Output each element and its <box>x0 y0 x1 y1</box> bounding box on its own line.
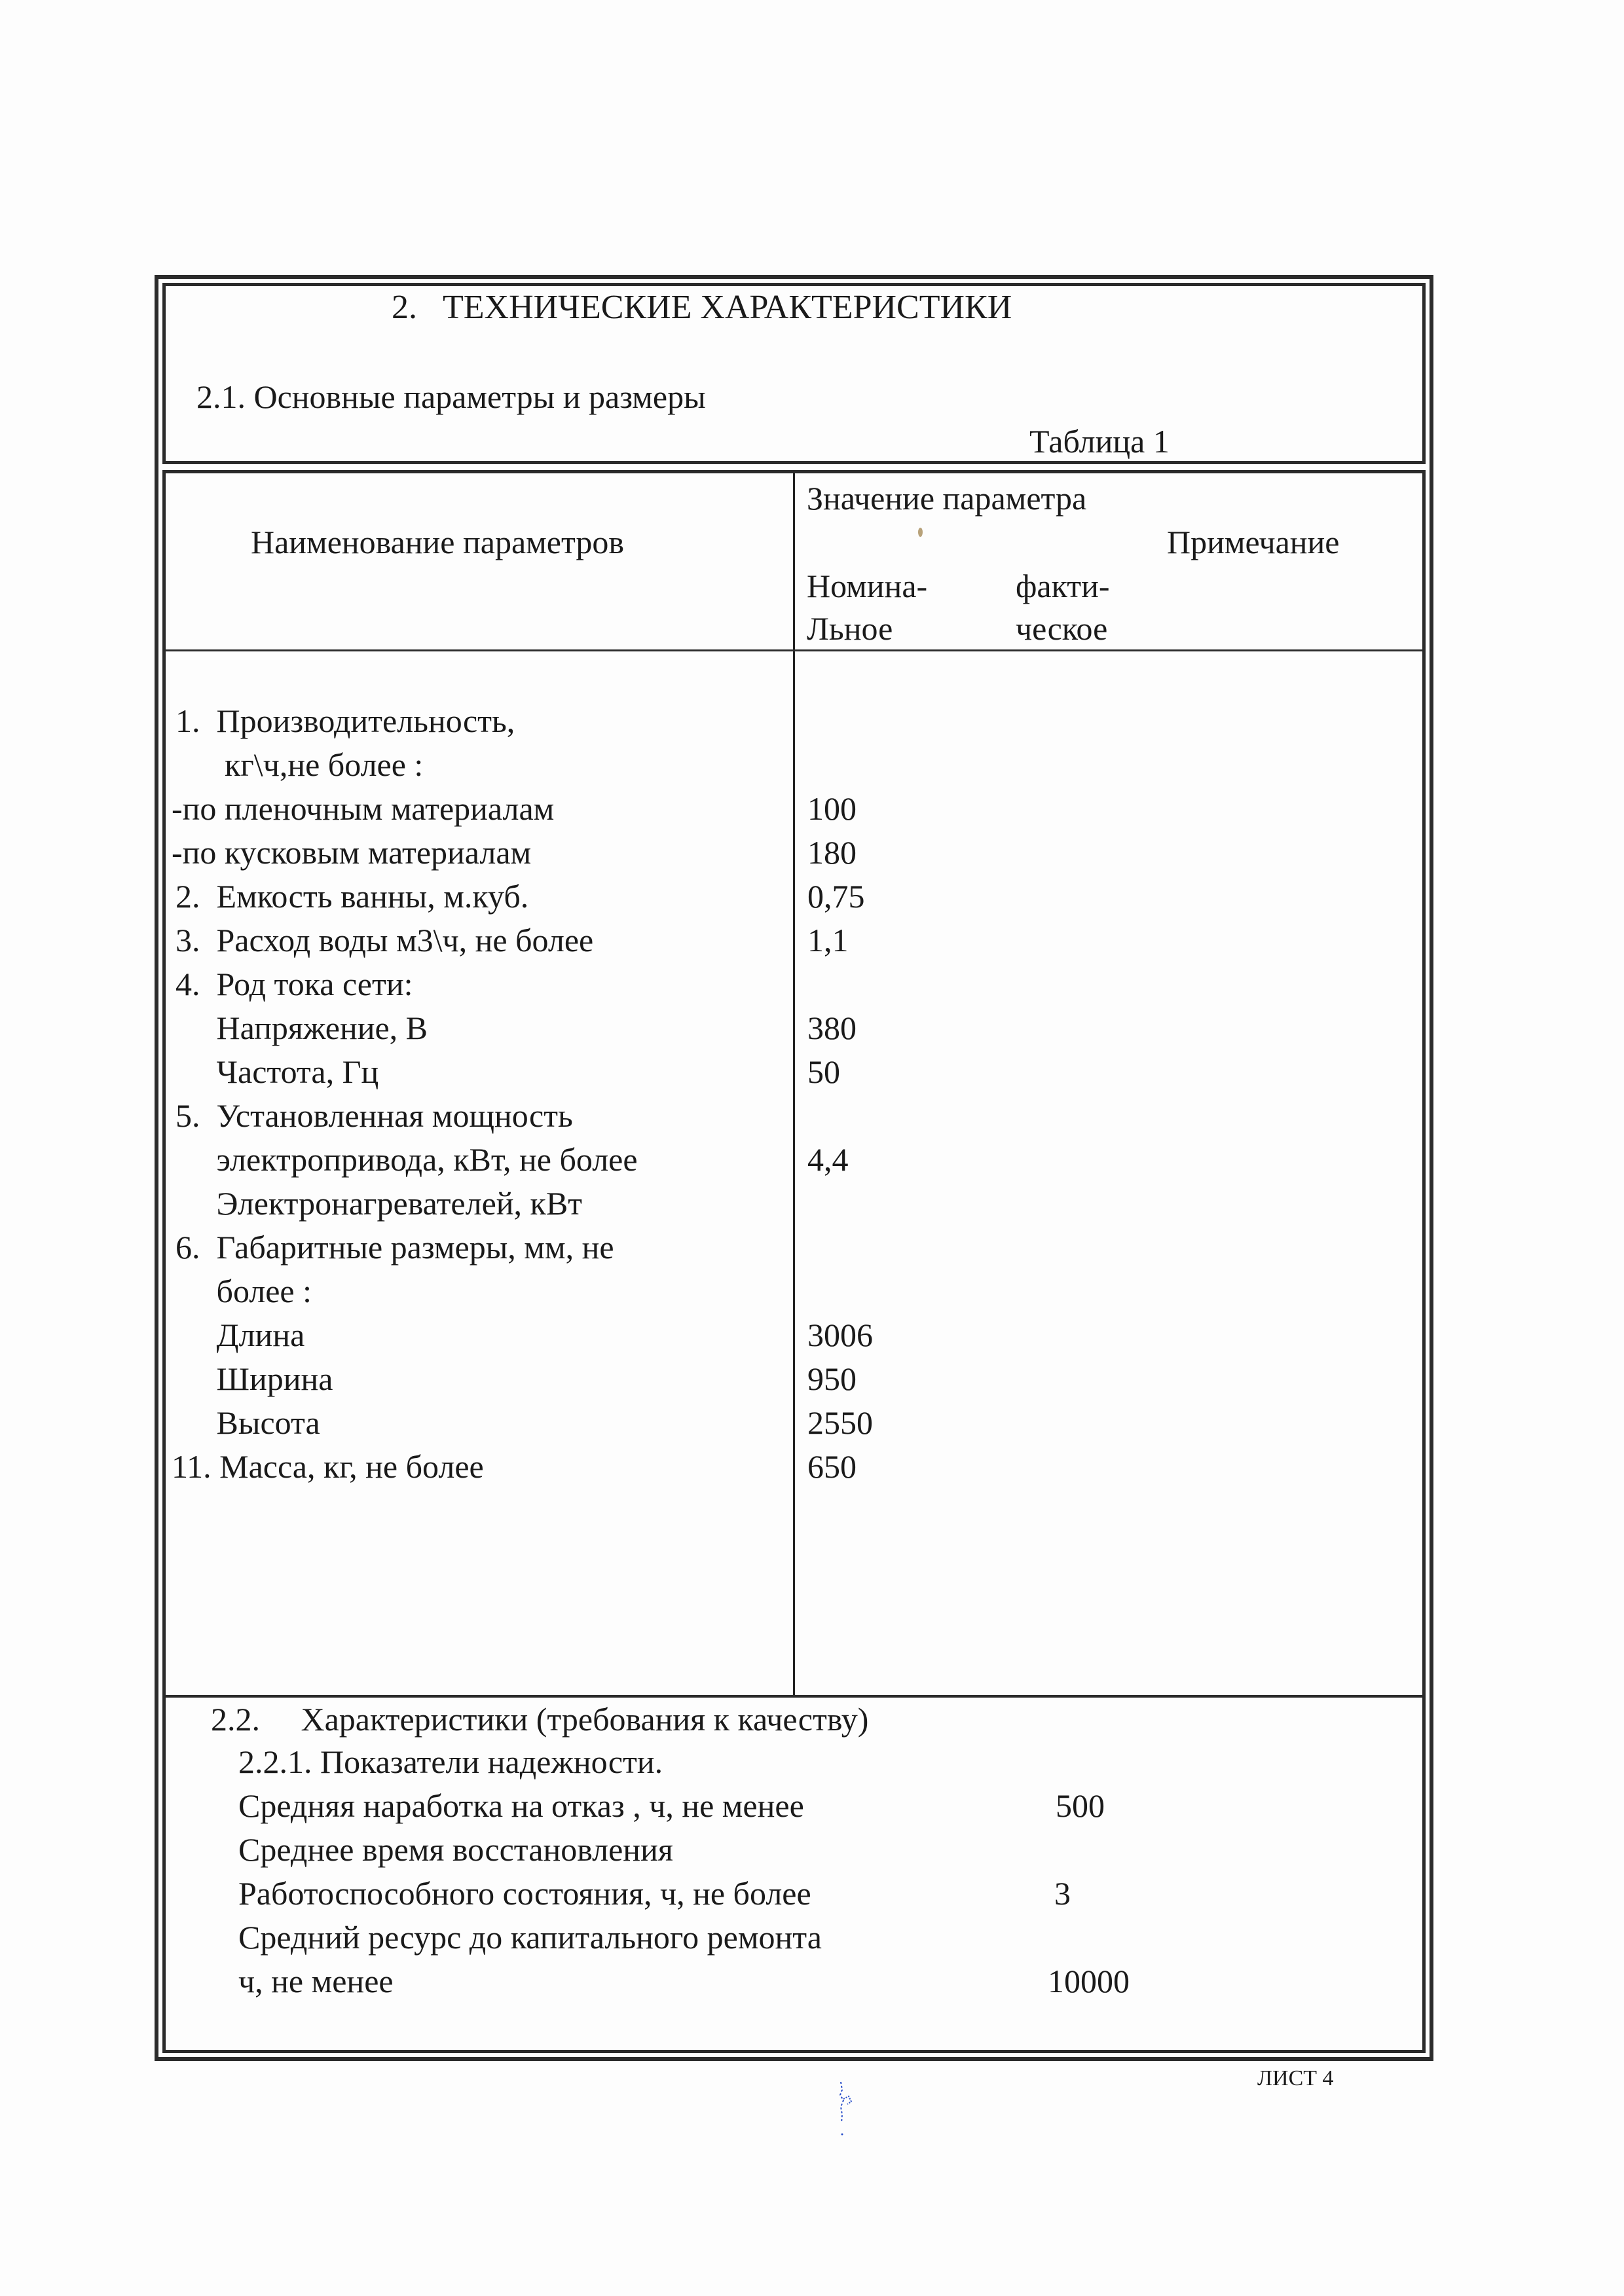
paper-speck <box>918 528 923 537</box>
header-note: Примечание <box>1167 524 1340 560</box>
row-name: Длина <box>175 1317 305 1353</box>
pen-mark-icon <box>837 2081 863 2140</box>
quality-heading: 2.2. Характеристики (требования к качеству) <box>211 1701 869 1738</box>
row-name: -по кусковым материалам <box>172 834 532 871</box>
row-value: 50 <box>807 1053 840 1090</box>
quality-line: Среднее время восстановления <box>238 1831 673 1868</box>
header-nominal-1: Номина- <box>807 568 928 604</box>
row-name: Частота, Гц <box>175 1053 379 1090</box>
header-nominal-2: Льное <box>807 610 893 647</box>
row-name: 2. Емкость ванны, м.куб. <box>175 878 529 915</box>
row-name: кг\ч,не более : <box>175 746 424 783</box>
row-name: 3. Расход воды м3\ч, не более <box>175 922 594 958</box>
row-name: Напряжение, В <box>175 1010 428 1046</box>
row-name: Высота <box>175 1404 320 1441</box>
section-title: 2. ТЕХНИЧЕСКИЕ ХАРАКТЕРИСТИКИ <box>392 289 1012 326</box>
row-value: 1,1 <box>807 922 849 958</box>
quality-value: 3 <box>1054 1875 1071 1912</box>
quality-value: 10000 <box>1048 1963 1130 1999</box>
row-value: 4,4 <box>807 1141 849 1178</box>
quality-line: Работоспособного состояния, ч, не более <box>238 1875 811 1912</box>
row-name: 1. Производительность, <box>175 702 515 739</box>
header-name: Наименование параметров <box>251 524 625 560</box>
row-name: 11. Масса, кг, не более <box>172 1448 484 1485</box>
row-value: 180 <box>807 834 857 871</box>
quality-subheading: 2.2.1. Показатели надежности. <box>238 1743 663 1780</box>
header-value-group: Значение параметра <box>807 480 1087 517</box>
column-divider <box>793 473 795 1696</box>
row-value: 100 <box>807 790 857 827</box>
row-value: 2550 <box>807 1404 873 1441</box>
row-name: 4. Род тока сети: <box>175 966 413 1002</box>
quality-line: ч, не менее <box>238 1963 394 1999</box>
header-divider <box>166 649 1422 651</box>
header-actual-1: факти- <box>1016 568 1110 604</box>
row-name: 5. Установленная мощность <box>175 1097 573 1134</box>
row-value: 3006 <box>807 1317 873 1353</box>
subsection-title: 2.1. Основные параметры и размеры <box>196 378 706 415</box>
row-name: Электронагревателей, кВт <box>175 1185 583 1222</box>
row-name: 6. Габаритные размеры, мм, не <box>175 1229 614 1266</box>
row-name: Ширина <box>175 1360 333 1397</box>
sheet-number: ЛИСТ 4 <box>1257 2066 1334 2090</box>
row-name: электропривода, кВт, не более <box>175 1141 638 1178</box>
row-name: более : <box>175 1273 312 1309</box>
row-value: 650 <box>807 1448 857 1485</box>
row-name: -по пленочным материалам <box>172 790 555 827</box>
row-value: 950 <box>807 1360 857 1397</box>
quality-line: Средний ресурс до капитального ремонта <box>238 1919 822 1956</box>
quality-line: Средняя наработка на отказ , ч, не менее <box>238 1787 804 1824</box>
section-divider <box>166 1695 1422 1698</box>
header-actual-2: ческое <box>1016 610 1108 647</box>
quality-value: 500 <box>1056 1787 1105 1824</box>
row-value: 0,75 <box>807 878 865 915</box>
row-value: 380 <box>807 1010 857 1046</box>
table-label: Таблица 1 <box>1029 423 1170 460</box>
